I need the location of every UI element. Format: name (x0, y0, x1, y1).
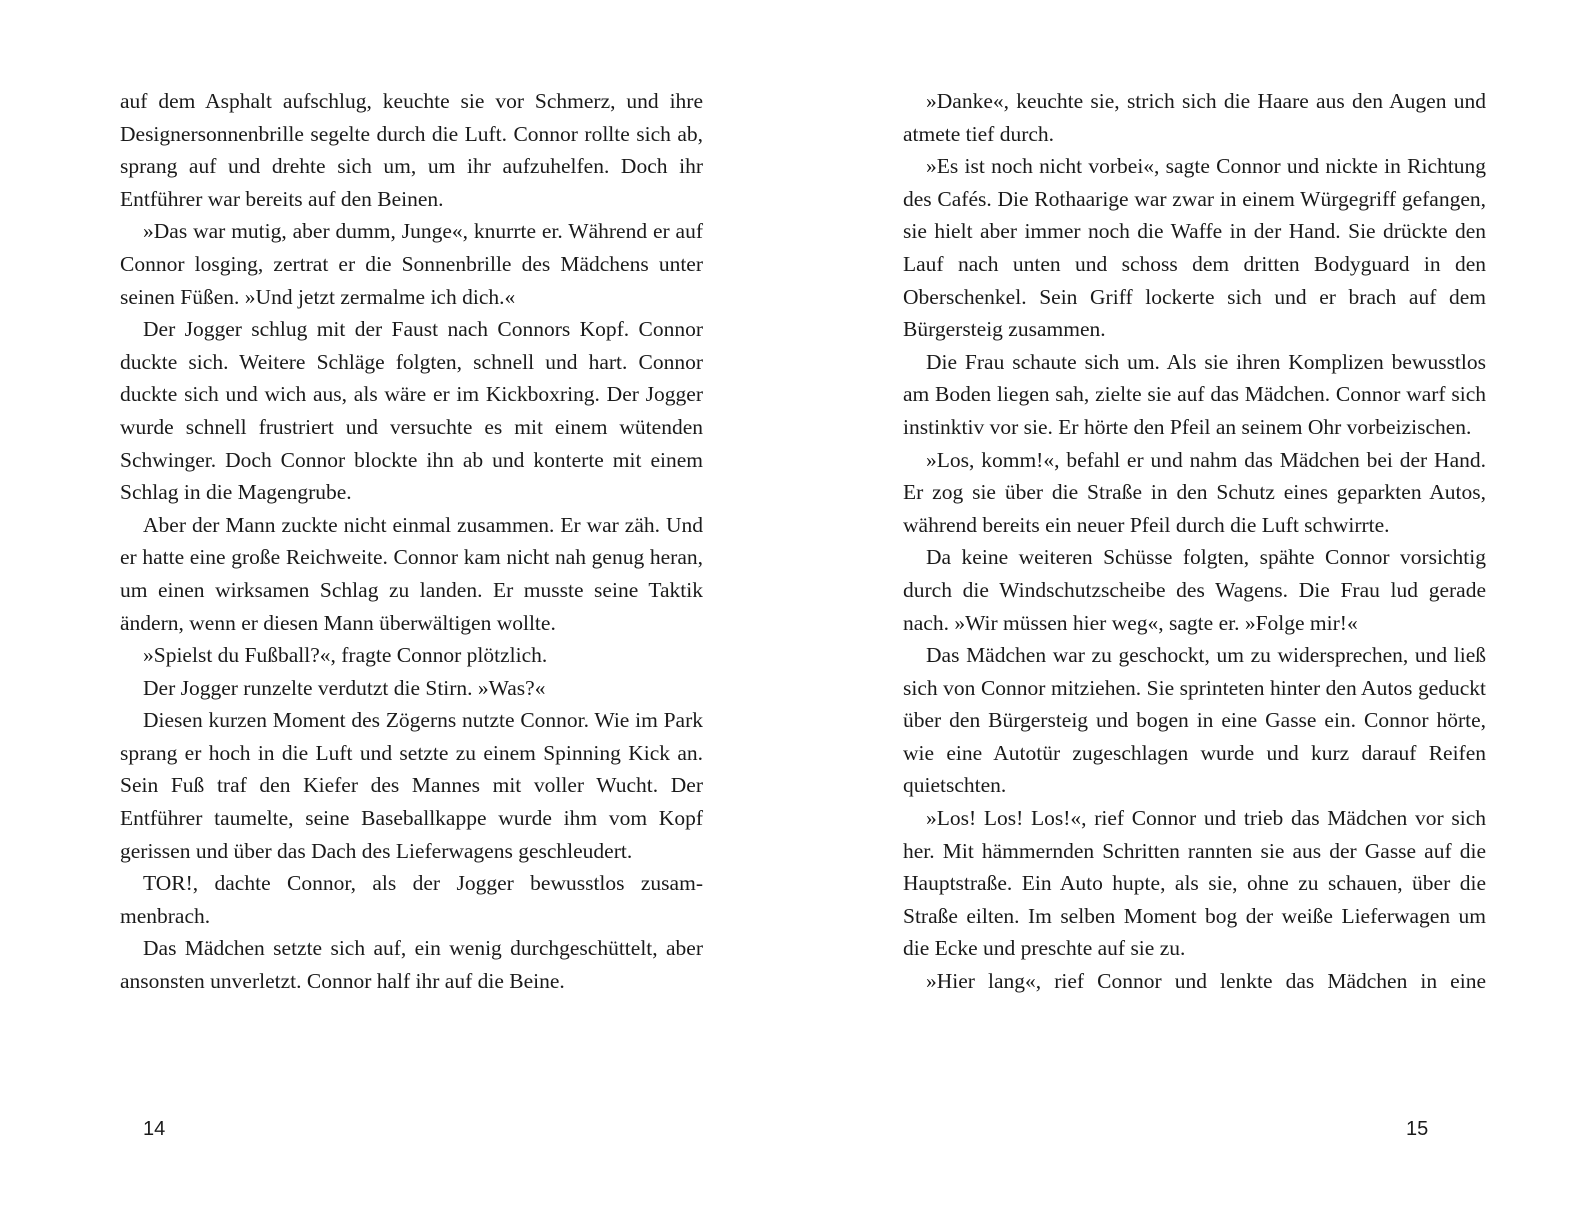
paragraph: auf dem Asphalt aufschlug, keuchte sie vor Schmerz, und ihre Designersonnenbrille segelte durch die Luft. Connor rollte sich ab, sprang auf und drehte sich um, um ihr aufzuhelfen. Doch ihr Entführer war bereits auf den Beinen. (120, 89, 703, 211)
paragraph: »Danke«, keuchte sie, strich sich die Haare aus den Augen und atmete tief durch. (903, 89, 1486, 146)
paragraph: »Los! Los! Los!«, rief Connor und trieb das Mädchen vor sich her. Mit hämmernden Schritten rannten sie aus der Gasse auf die Hauptstraße. Ein Auto hupte, als sie, ohne zu schauen, über die Straße eilten. Im selben Moment bog der weiße Lieferwagen um die Ecke und preschte auf sie zu. (903, 806, 1486, 961)
paragraph: Der Jogger schlug mit der Faust nach Connors Kopf. Connor duckte sich. Weitere Schläge folgten, schnell und hart. Connor duckte sich und wich aus, als wäre er im Kickboxring. Der Jogger wurde schnell frustriert und versuchte es mit einem wütenden Schwinger. Doch Connor blockte ihn ab und konterte mit einem Schlag in die Magengrube. (120, 317, 703, 505)
right-page (903, 85, 1486, 998)
paragraph: »Das war mutig, aber dumm, Junge«, knurrte er. Während er auf Connor losging, zertrat er die Sonnenbrille des Mädchens unter seinen Füßen. »Und jetzt zermalme ich dich.« (120, 219, 703, 309)
paragraph: Das Mädchen setzte sich auf, ein wenig durchgeschüttelt, aber ansonsten unverletzt. Connor half ihr auf die Beine. (120, 936, 703, 994)
paragraph: Das Mädchen war zu geschockt, um zu widersprechen, und ließ sich von Connor mitziehen. Sie sprinteten hinter den Autos geduckt über den Bürgersteig und bogen in eine Gasse ein. Connor hörte, wie eine Autotür zugeschlagen wurde und kurz darauf Reifen quietschten. (903, 643, 1486, 798)
left-page (120, 85, 703, 998)
page-number-left: 14 (143, 1118, 166, 1140)
paragraph: »Spielst du Fußball?«, fragte Connor plötzlich. (143, 643, 548, 668)
paragraph: Aber der Mann zuckte nicht einmal zusammen. Er war zäh. Und er hatte eine große Reichweite. Connor kam nicht nah genug heran, um einen wirksamen Schlag zu landen. Er musste seine Taktik ändern, wenn er diesen Mann überwältigen wollte. (120, 512, 703, 635)
paragraph: Da keine weiteren Schüsse folgten, spähte Connor vorsichtig durch die Windschutzscheibe des Wagens. Die Frau lud gerade nach. »Wir müssen hier weg«, sagte er. »Folge mir!« (903, 545, 1486, 635)
paragraph: TOR!, dachte Connor, als der Jogger bewusstlos zusammenbrach. (120, 871, 703, 928)
paragraph: Der Jogger runzelte verdutzt die Stirn. »Was?« (143, 675, 546, 700)
paragraph: »Los, komm!«, befahl er und nahm das Mädchen bei der Hand. Er zog sie über die Straße in den Schutz eines geparkten Autos, während bereits ein neuer Pfeil durch die Luft schwirrte. (903, 447, 1486, 537)
page-number-right: 15 (1406, 1118, 1429, 1140)
paragraph: »Es ist noch nicht vorbei«, sagte Connor und nickte in Richtung des Cafés. Die Rothaarige war zwar in einem Würgegriff gefangen, sie hielt aber immer noch die Waffe in der Hand. Sie drückte den Lauf nach unten und schoss dem dritten Bodyguard in den Oberschenkel. Sein Griff lockerte sich und er brach auf dem Bürgersteig zusammen. (903, 154, 1486, 342)
paragraph: »Hier lang«, rief Connor und lenkte das Mädchen in eine (926, 969, 1486, 994)
paragraph: Diesen kurzen Moment des Zögerns nutzte Connor. Wie im Park sprang er hoch in die Luft und setzte zu einem Spinning Kick an. Sein Fuß traf den Kiefer des Mannes mit voller Wucht. Der Entführer taumelte, seine Baseballkappe wurde ihm vom Kopf gerissen und über das Dach des Lieferwagens geschleudert. (120, 708, 703, 863)
paragraph: Die Frau schaute sich um. Als sie ihren Komplizen bewusstlos am Boden liegen sah, zielte sie auf das Mädchen. Connor warf sich instinktiv vor sie. Er hörte den Pfeil an seinem Ohr vorbeizischen. (903, 349, 1486, 439)
